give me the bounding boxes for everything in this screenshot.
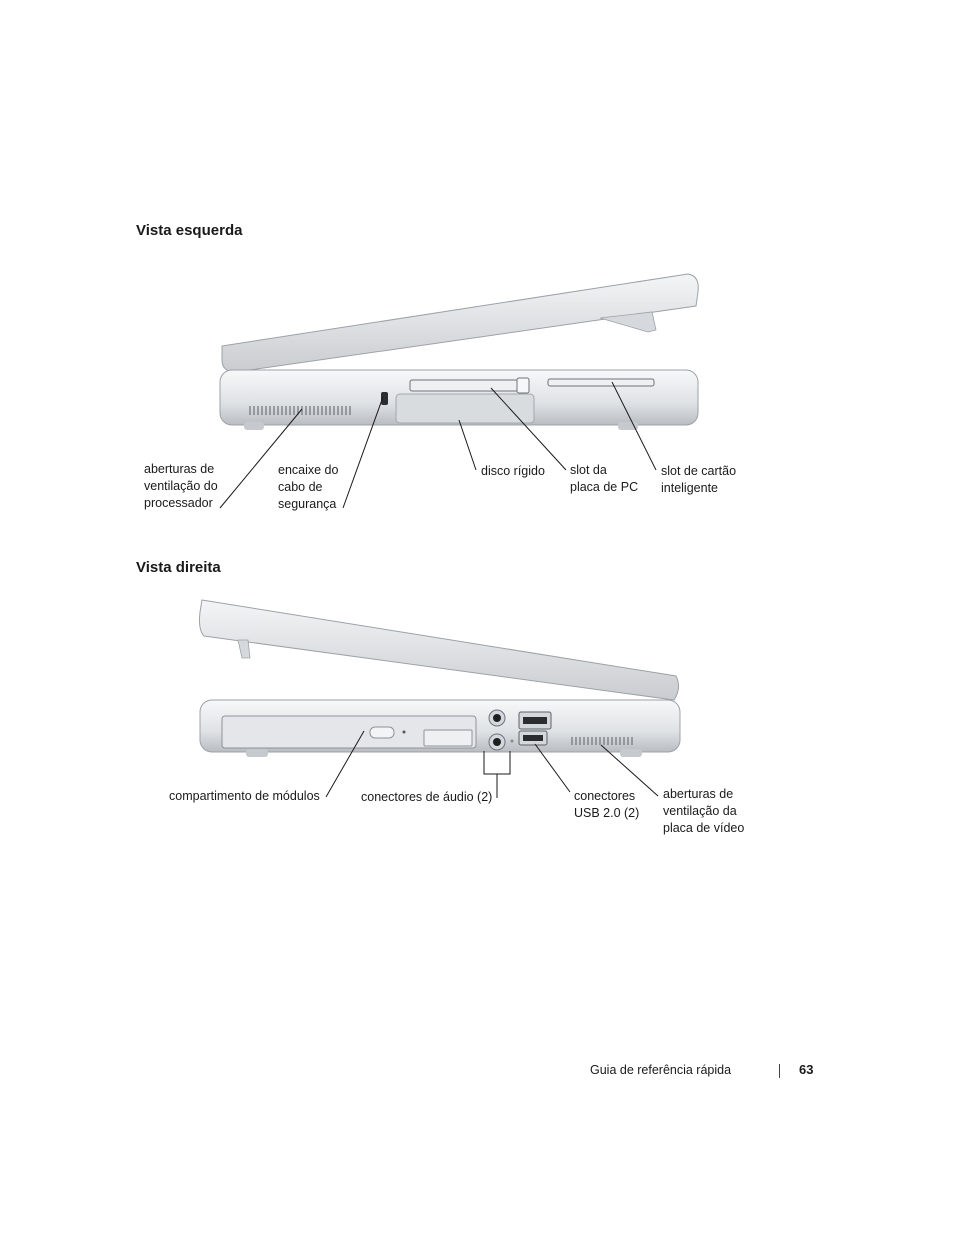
callout-security-cable-slot: encaixe do cabo de segurança xyxy=(278,463,339,511)
laptop-right-side-illustration xyxy=(0,595,954,805)
callout-processor-vents: aberturas de ventilação do processador xyxy=(144,462,218,510)
right-view-heading: Vista direita xyxy=(136,559,221,576)
callout-hard-drive: disco rígido xyxy=(481,464,545,478)
callout-audio-connectors: conectores de áudio (2) xyxy=(361,790,493,804)
footer-document-title: Guia de referência rápida xyxy=(590,1063,732,1077)
page-number: 63 xyxy=(799,1062,814,1077)
callout-usb-connectors: conectores USB 2.0 (2) xyxy=(574,789,640,820)
footer-separator xyxy=(779,1064,780,1078)
left-view-heading: Vista esquerda xyxy=(136,222,243,239)
callout-pc-card-slot: slot da placa de PC xyxy=(570,463,639,494)
callout-smart-card-slot: slot de cartão inteligente xyxy=(661,464,737,495)
callout-video-card-vents: aberturas de ventilação da placa de vídeo xyxy=(663,787,745,835)
laptop-left-side-illustration xyxy=(0,260,954,450)
callout-module-bay: compartimento de módulos xyxy=(169,789,320,803)
